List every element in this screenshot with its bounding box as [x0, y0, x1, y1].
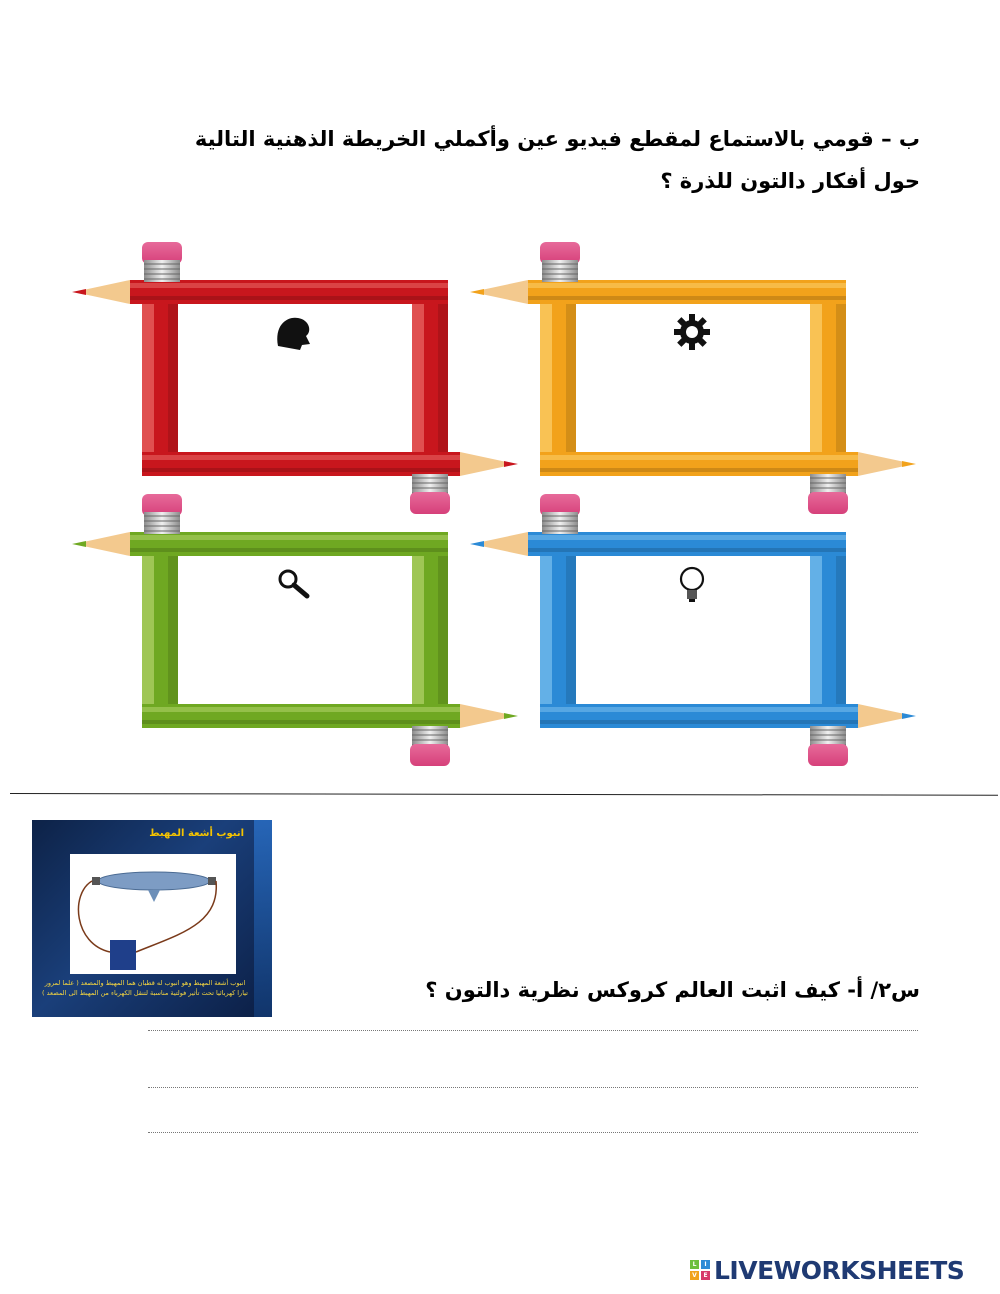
logo-icon-letter: E	[701, 1271, 710, 1280]
cathode-ray-slide-image	[32, 820, 272, 1017]
answer-line[interactable]	[148, 1087, 918, 1088]
pencil-frame-head	[72, 242, 518, 514]
slide-stripe	[254, 820, 272, 1017]
slide-title: انبوب أشعة المهبط	[149, 828, 244, 839]
pencil-frame-lightbulb	[470, 494, 916, 766]
question-2: س٢/ أ- كيف اثبت العالم كروكس نظرية دالتون ؟	[425, 978, 920, 1002]
logo-text: LIVEWORKSHEETS	[714, 1255, 965, 1285]
section-divider	[10, 793, 998, 796]
slide-caption: انبوب أشعة المهبط وهو انبوب له قطبان هما المهبط والمصعد ( علما لمرور تيارا كهربائيا تحت تأثير فولتية مناسبة لتنقل الكهرباء من المهبط الى المصعد )	[42, 979, 248, 997]
liveworksheets-logo	[690, 1255, 964, 1285]
pencil-frame-gear	[470, 242, 916, 514]
gear-icon	[674, 314, 710, 350]
logo-icon	[690, 1260, 710, 1280]
logo-icon-letter: L	[690, 1260, 699, 1269]
logo-icon-letter: I	[701, 1260, 710, 1269]
cathode-tube-diagram	[70, 854, 236, 974]
logo-icon-letter: V	[690, 1271, 699, 1280]
answer-line[interactable]	[148, 1030, 918, 1031]
answer-line[interactable]	[148, 1132, 918, 1133]
instruction-line-1: ب – قومي بالاستماع لمقطع فيديو عين وأكملي الخريطة الذهنية التالية	[194, 127, 920, 151]
instruction-line-2: حول أفكار دالتون للذرة ؟	[660, 169, 920, 193]
pencil-frame-magnifier	[72, 494, 518, 766]
